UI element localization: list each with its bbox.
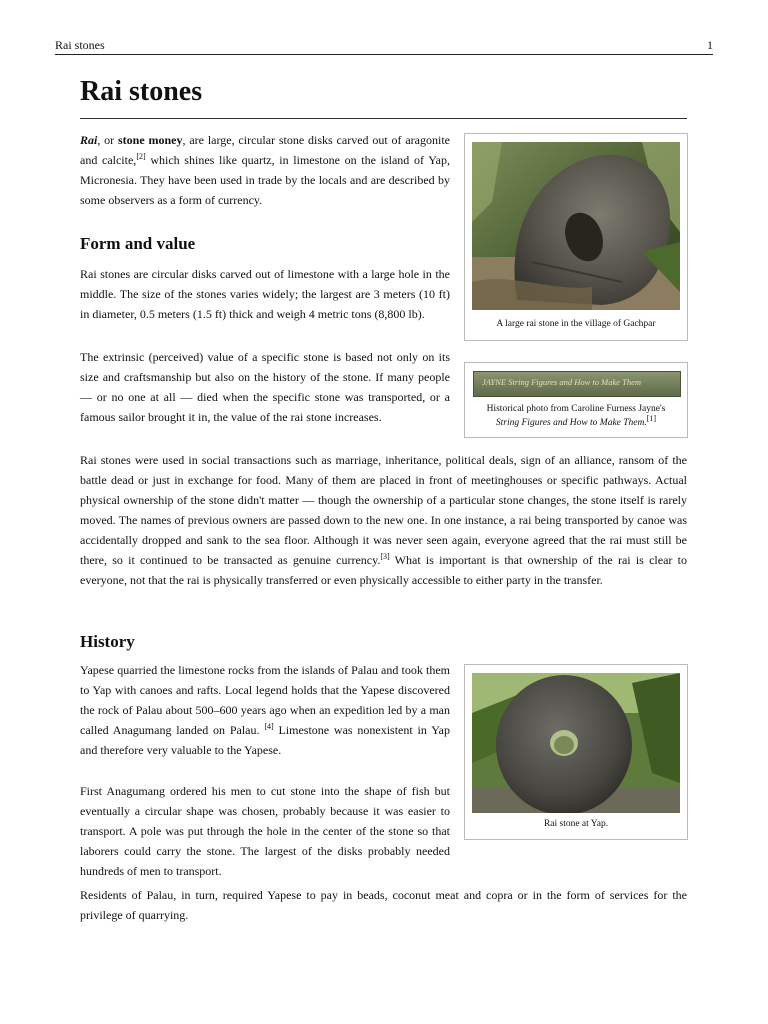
citation-ref-1[interactable]: [1] xyxy=(646,413,657,423)
yap-rai-stone-photo xyxy=(472,673,680,813)
gachpar-rai-stone-photo xyxy=(472,142,680,310)
history-paragraph-1-text-b: Limestone was nonexistent in Yap and therefore very valuable to the Yapese. xyxy=(80,723,450,757)
heading-history: History xyxy=(80,632,135,651)
article-title: Rai stones xyxy=(80,76,203,107)
figure-gachpar-caption: A large rai stone in the village of Gachpar xyxy=(496,319,656,329)
form-paragraph-3-text-a: Rai stones were used in social transactions such as marriage, inheritance, political deals, sign of an alliance, ransom of the battle dead or just in exchange for food. Many of them are placed in front of meetinghouses or specific pathways. Actual physical ownership of the stone didn't matter — though the ownership of a particular stone changes, the stone itself is rarely moved. The names of previous owners are passed down to the new one. In one instance, a rai being transported by canoe was accidentally dropped and sank to the sea floor. Although it was never seen again, everyone agreed that the rai must still be there, so it continued to be transacted as genuine currency. xyxy=(80,453,687,567)
form-paragraph-3 xyxy=(80,450,687,590)
figure-gachpar xyxy=(464,133,688,341)
figure-jayne xyxy=(464,362,688,438)
jayne-caption-book-title: String Figures and How to Make Them. xyxy=(495,418,647,428)
intro-text-2: , are large, circular stone disks carved out of aragonite and calcite, xyxy=(80,133,450,167)
citation-ref-4[interactable]: [4] xyxy=(264,722,274,731)
intro-text-1: , or xyxy=(97,133,119,147)
intro-paragraph xyxy=(80,130,450,210)
page-number: 1 xyxy=(707,38,713,52)
jayne-caption-line-1: Historical photo from Caroline Furness Jayne's xyxy=(486,404,666,414)
jayne-book-spine-photo xyxy=(473,371,681,397)
form-paragraph-1: Rai stones are circular disks carved out of limestone with a large hole in the middle. The size of the stones varies widely; the largest are 3 meters (10 ft) in diameter, 0.5 meters (1.5 ft) thick and weigh 4 metric tons (8,800 lb). xyxy=(80,267,450,321)
figure-jayne-caption xyxy=(465,402,687,430)
running-header-title: Rai stones xyxy=(55,38,105,52)
title-rule xyxy=(80,118,687,119)
form-paragraph-3-text-b: What is important is that ownership of the rai is clear to everyone, not that the rai is physically transferred or even physically accessible to either party in the transfer. xyxy=(80,553,687,587)
figure-yap-caption: Rai stone at Yap. xyxy=(543,819,609,829)
intro-rai-term: Rai xyxy=(80,133,98,147)
running-header xyxy=(55,38,713,55)
intro-stone-money-term: stone money xyxy=(118,133,183,147)
citation-ref-3[interactable]: [3] xyxy=(380,552,390,561)
jayne-spine-text: JAYNE String Figures and How to Make Them xyxy=(482,377,642,387)
figure-yap xyxy=(464,664,688,840)
form-paragraph-2: The extrinsic (perceived) value of a specific stone is based not only on its size and craftsmanship but also on the history of the stone. If many people — or no one at all — died when the specific stone was transported, or a famous sailor brought it in, the value of the rai stone increases. xyxy=(80,350,450,424)
history-paragraph-3: Residents of Palau, in turn, required Yapese to pay in beads, coconut meat and copra or in the form of services for the privilege of quarrying. xyxy=(80,888,687,922)
history-paragraph-1 xyxy=(80,660,450,760)
heading-form-and-value: Form and value xyxy=(80,234,196,253)
citation-ref-2[interactable]: [2] xyxy=(136,152,146,161)
history-paragraph-2: First Anagumang ordered his men to cut stone into the shape of fish but eventually a circular shape was chosen, probably because it was easier to transport. A pole was put through the hole in the center of the stone so that laborers could carry the stone. The largest of the disks probably needed hundreds of men to transport. xyxy=(80,784,450,878)
intro-text-3: which shines like quartz, in limestone on the island of Yap, Micronesia. They have been used in trade by the locals and are described by some observers as a form of currency. xyxy=(80,153,450,207)
history-paragraph-1-text-a: Yapese quarried the limestone rocks from the islands of Palau and took them to Yap with canoes and rafts. Local legend holds that the Yapese discovered the rock of Palau about 500–600 years ago when an expedition led by a man called Anagumang landed on Palau. xyxy=(80,663,450,737)
